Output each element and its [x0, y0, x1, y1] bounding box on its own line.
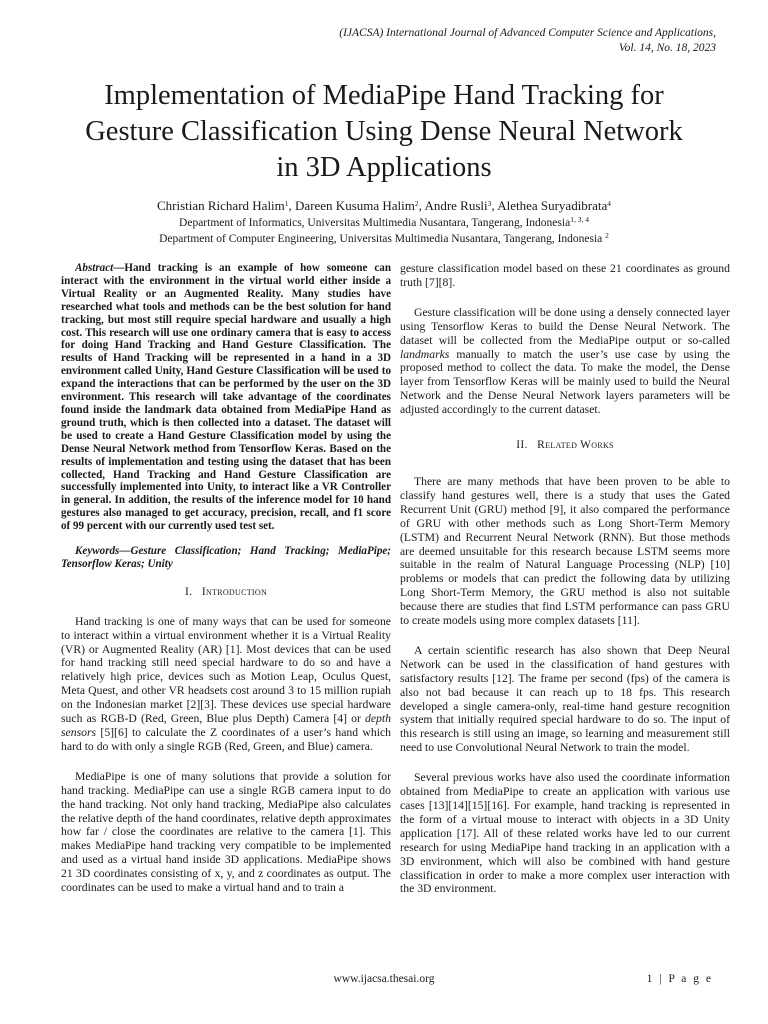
author-name: Dareen Kusuma Halim	[295, 198, 415, 213]
affiliation-1	[40, 216, 728, 231]
author-name: Alethea Suryadibrata	[497, 198, 608, 213]
journal-name: (IJACSA) International Journal of Advanced Computer Science and Applications,	[339, 27, 716, 39]
intro-paragraph-2-continued: gesture classification model based on these 21 coordinates as ground truth [7][8].	[400, 262, 730, 289]
section-heading-introduction	[61, 586, 391, 600]
section-title: Introduction	[201, 585, 268, 598]
affiliation-sup: 1, 3, 4	[570, 215, 589, 224]
title-line-2: Gesture Classification Using Dense Neural Network	[85, 116, 683, 147]
affiliation-text: Department of Computer Engineering, Universitas Multimedia Nusantara, Tangerang, Indonesia	[159, 233, 603, 245]
emphasis-text: landmarks	[400, 347, 450, 361]
author-sup: 3	[487, 199, 492, 208]
emphasis-text: depth sensors	[61, 712, 391, 739]
abstract-label: Abstract	[75, 262, 114, 274]
intro-paragraph-1	[61, 615, 391, 754]
author-list: Christian Richard Halim$^1$, Dareen Kusuma Halim$^2$, Andre Rusli$^3$, Alethea Suryadibrata$^4$	[156, 198, 612, 213]
paragraph-text: manually to match the user’s use case by using the proposed method to collect the data. To make the model, the Dense layer from Tensorflow Keras will be mainly used to build the Neural Network and the Dense Neural Network layers parameters will be adjusted accordingly to the current dataset.	[400, 347, 730, 417]
paragraph-text: Gesture classification will be done using a densely connected layer using Tensorflow Keras to build the Dense Neural Network. The dataset will be collected from the MediaPipe output or so-called	[400, 305, 730, 347]
abstract	[61, 262, 391, 533]
paragraph-text: [5][6] to calculate the Z coordinates of a user’s hand which hard to do with only a single RGB (Red, Green, and Blue) camera.	[61, 726, 391, 753]
title-line-3: in 3D Applications	[276, 152, 492, 183]
author-sup: 1	[284, 199, 289, 208]
affiliation-2	[40, 232, 728, 247]
abstract-text: —Hand tracking is an example of how someone can interact with the environment in the virtual world either inside a Virtual Reality or an Augmented Reality. Many studies have researched what tools and methods can be the best solution for hand tracking, but most still require special hardware and usually a high cost. This research will use one ordinary camera that is easy to access for doing Hand Tracking and Hand Gesture Classification. The results of Hand Tracking will be represented in a hand in a 3D environment called Unity, Hand Gesture Classification will be used to expand the interactions that can be performed by the user on the 3D environment. This research will take advantage of the coordinates found inside the landmark data obtained from MediaPipe Hand as ground truth, which is then collected into a dataset. The dataset will be used to create a Hand Gesture Classification model by using the Dense Neural Network method from Tensorflow Keras. Based on the results of implementation and testing using the dataset that has been collected, Hand Tracking and Hand Gesture Classification are successfully implemented into Unity, to interact like a VR Controller in general. In addition, the results of the inference model for 10 hand gestures also managed to get accuracy, precision, recall, and f1 score of 99 percent with our currently used test set.	[61, 262, 391, 533]
affiliation-sup: 2	[605, 231, 609, 240]
section-title: Related Works	[537, 439, 614, 452]
author-sup: 2	[414, 199, 419, 208]
author-name: Andre Rusli	[424, 198, 488, 213]
related-works-paragraph-1: There are many methods that have been proven to be able to classify hand gestures well, there is a study that uses the Gated Recurrent Unit (GRU) method [9], it also compared the performance of GRU with other methods such as Long Short-Term Memory (LSTM) and Recurrent Neural Network (RNN). But those methods are deemed unsuitable for this research because LSTM seems more suitable in the realm of Natural Language Processing (NLP) [10] problems or models that can predict the following data by utilizing Long Short-Term Memory, the GRU method is also not suitable because there are studies that find LSTM performance can pass GRU to create models using more complex datasets [11].	[400, 474, 730, 628]
section-number: I.	[184, 585, 193, 598]
paper-title	[40, 78, 728, 186]
intro-paragraph-2: MediaPipe is one of many solutions that provide a solution for hand tracking. MediaPipe can use a single RGB camera input to do the hand tracking. Not only hand tracking, MediaPipe also calculates the relative depth of the hand coordinates, relative depth approximates how far / close the coordinates are relative to the camera [1]. This makes MediaPipe hand tracking very compatible to be implemented and used as a virtual hand inside 3D applications. MediaPipe shows 21 3D coordinates consisting of x, y, and z coordinates as output. The coordinates can be used to make a virtual hand and to train a	[61, 769, 391, 895]
left-column	[61, 262, 391, 895]
paragraph-text: Hand tracking is one of many ways that can be used for someone to interact within a virtual environment whether it is a Virtual Reality (VR) or Augmented Reality (AR) [1]. Most devices that can be used for hand tracking still need special hardware to do so and have a relatively high price, devices such as Motion Leap, Oculus Quest, Meta Quest, and other VR headsets cost around 3 to 15 million rupiah on the Indonesian market [2][3]. These devices use special hardware such as RGB-D (Red, Green, Blue plus Depth) Camera [4] or	[61, 614, 391, 726]
affiliation-text: Department of Informatics, Universitas Multimedia Nusantara, Tangerang, Indonesia	[179, 217, 571, 229]
keywords: Keywords—Gesture Classification; Hand Tracking; MediaPipe; Tensorflow Keras; Unity	[61, 545, 391, 570]
related-works-paragraph-3: Several previous works have also used the coordinate information obtained from MediaPipe to create an application with various use cases [13][14][15][16]. For example, hand tracking is represented in the form of a virtual mouse to interact with objects in a 3D Unity application [17]. All of these related works have led to our current research for using MediaPipe hand tracking in an application with a 3D environment, which will also be combined with hand gesture classification in order to make a more complex user interaction with the 3D environment.	[400, 771, 730, 896]
intro-paragraph-3	[400, 306, 730, 417]
author-sup: 4	[607, 199, 612, 208]
journal-volume: Vol. 14, No. 18, 2023	[618, 42, 716, 54]
page-number: 1 | P a g e	[646, 973, 713, 985]
section-heading-related-works	[400, 439, 730, 453]
journal-header	[339, 26, 716, 56]
right-column	[400, 262, 730, 896]
author-name: Christian Richard Halim	[156, 198, 285, 213]
title-line-1: Implementation of MediaPipe Hand Tracking for	[104, 80, 664, 111]
related-works-paragraph-2: A certain scientific research has also shown that Deep Neural Network can be used in the classification of hand gestures with satisfactory results [12]. The frame per second (fps) of the camera is also not bad because it can reach up to 18 fps. This research developed a single camera-only, real-time hand gesture recognition system that initially required special hardware to do so. The input of this research is still using an image, so learning and measurement still need to use Convolutional Neural Network to train the model.	[400, 643, 730, 755]
section-number: II.	[516, 439, 528, 452]
footer-url[interactable]: www.ijacsa.thesai.org	[333, 973, 435, 985]
